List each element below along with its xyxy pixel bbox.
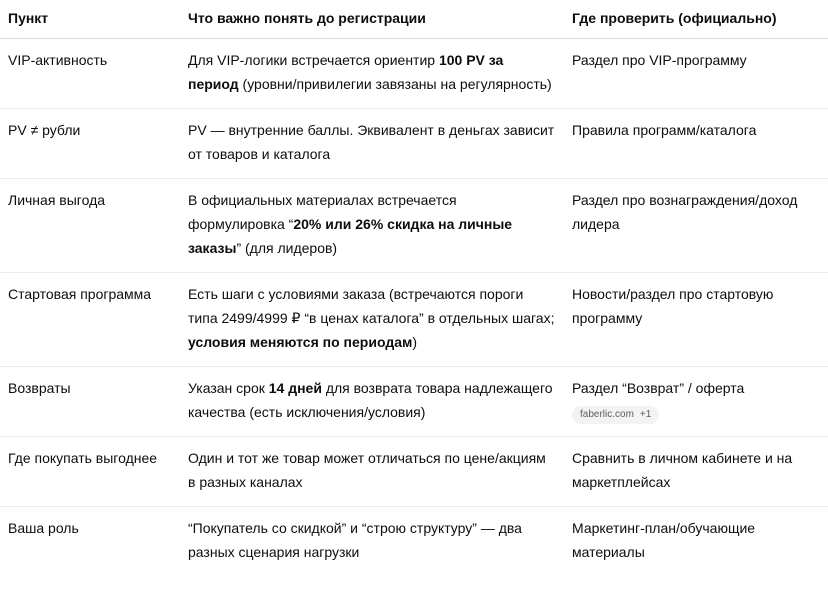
row-where-to-check bbox=[564, 273, 828, 367]
table-row bbox=[0, 109, 828, 179]
table-row bbox=[0, 437, 828, 507]
table-row bbox=[0, 367, 828, 437]
row-where-to-check bbox=[564, 179, 828, 273]
header-where-to-check: Где проверить (официально) bbox=[564, 0, 828, 39]
table-row bbox=[0, 179, 828, 273]
row-item: Ваша роль bbox=[8, 520, 79, 536]
header-description: Что важно понять до регистрации bbox=[180, 0, 564, 39]
row-description bbox=[180, 367, 564, 437]
row-item: Где покупать выгоднее bbox=[0, 437, 180, 507]
text: Есть шаги с условиями заказа (встречаются пороги типа 2499/4999 ₽ “в ценах каталога” в отдельных шагах; bbox=[188, 286, 555, 326]
where-text: Раздел про вознаграждения/доход лидера bbox=[572, 192, 798, 232]
row-description bbox=[180, 273, 564, 367]
where-text: Раздел про VIP-программу bbox=[572, 52, 747, 68]
text: В официальных материалах встречается формулировка “ bbox=[188, 192, 457, 232]
source-chip[interactable] bbox=[572, 406, 659, 424]
where-text: Раздел “Возврат” / оферта bbox=[572, 380, 745, 396]
row-where-to-check bbox=[564, 109, 828, 179]
header-item: Пункт bbox=[0, 0, 180, 39]
text: ” (для лидеров) bbox=[236, 240, 338, 256]
source-label: faberlic.com bbox=[580, 409, 634, 420]
table-row bbox=[0, 273, 828, 367]
row-description bbox=[180, 437, 564, 507]
text: Для VIP-логики встречается ориентир bbox=[188, 52, 439, 68]
row-where-to-check bbox=[564, 367, 828, 437]
row-where-to-check bbox=[564, 437, 828, 507]
table-row bbox=[0, 507, 828, 577]
row-description bbox=[180, 39, 564, 109]
table-header-row bbox=[0, 0, 828, 39]
bold-text: условия меняются по периодам bbox=[188, 334, 413, 350]
text: для возврата товара надлежащего качества (есть исключения/условия) bbox=[188, 380, 553, 420]
row-item: Возвраты bbox=[0, 367, 180, 437]
row-description bbox=[180, 109, 564, 179]
text: (уровни/привилегии завязаны на регулярность) bbox=[238, 76, 552, 92]
bold-text: 14 дней bbox=[268, 380, 322, 396]
table-row bbox=[0, 39, 828, 109]
source-more-count: +1 bbox=[639, 409, 652, 420]
row-description bbox=[180, 507, 564, 577]
row-where-to-check bbox=[564, 507, 828, 577]
where-text: Новости/раздел про стартовую программу bbox=[572, 286, 774, 326]
text: Указан срок bbox=[188, 380, 269, 396]
text: “Покупатель со скидкой” и “строю структуру” — два разных сценария нагрузки bbox=[188, 520, 522, 560]
text: ) bbox=[412, 334, 418, 350]
row-item: PV ≠ рубли bbox=[0, 109, 180, 179]
bold-text: 20% или 26% скидка на личные заказы bbox=[188, 216, 513, 256]
row-where-to-check bbox=[564, 39, 828, 109]
where-text: Маркетинг-план/обучающие материалы bbox=[572, 520, 756, 560]
where-text: Сравнить в личном кабинете и на маркетплейсах bbox=[572, 450, 793, 490]
row-item: Личная выгода bbox=[0, 179, 180, 273]
row-item: VIP-активность bbox=[0, 39, 180, 109]
text: PV — внутренние баллы. Эквивалент в деньгах зависит от товаров и каталога bbox=[188, 122, 555, 162]
bold-text: 100 PV за период bbox=[188, 52, 504, 92]
where-text: Правила программ/каталога bbox=[572, 122, 757, 138]
text: Один и тот же товар может отличаться по цене/акциям в разных каналах bbox=[188, 450, 546, 490]
row-item: Стартовая программа bbox=[0, 273, 180, 367]
row-description bbox=[180, 179, 564, 273]
